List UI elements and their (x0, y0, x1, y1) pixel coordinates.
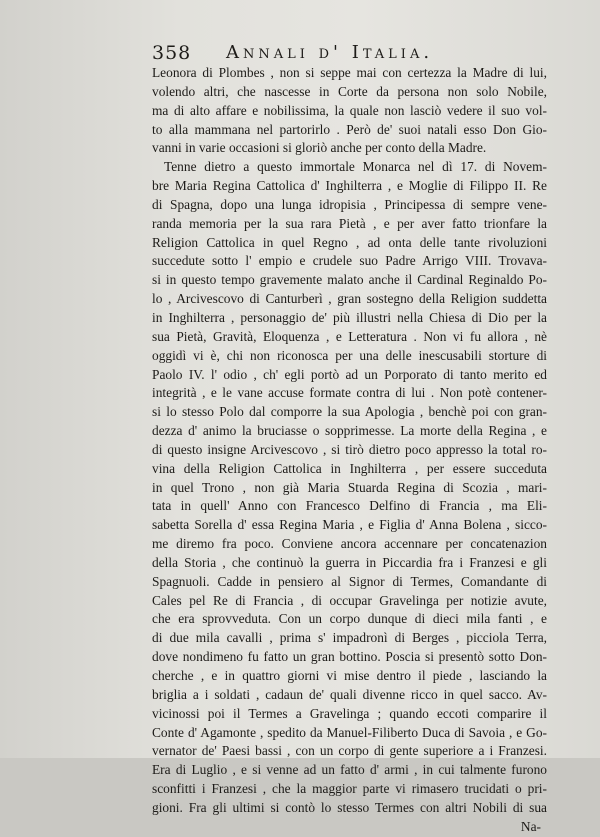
text-line: Leonora di Plombes , non si seppe mai con certezza la Madre di lui, (152, 65, 547, 80)
text-line: Spagnuoli. Cadde in pensiero al Signor di Termes, Comandante di (152, 573, 547, 589)
text-line: oggidì vi è, chi non riconosca per una delle inescusabili storture di (152, 347, 547, 363)
text-line: lo , Arcivescovo di Canturberì , gran sostegno della Religion suddetta (152, 291, 547, 307)
text-line: Paolo IV. l' odio , ch' egli portò ad un Porporato di tanto merito ed (152, 366, 547, 382)
catchword: Na- (520, 818, 541, 834)
text-line: gioni. Fra gli ultimi si contò lo stesso Termes con altri Nobili di sua (152, 799, 547, 815)
text-line: Religion Cattolica in quel Regno , ad onta delle tante rivoluzioni (152, 234, 547, 250)
text-line: briglia a i soldati , cadaun de' quali divenne ricco in quel sacco. Av- (152, 686, 547, 702)
text-line: vernator de' Paesi bassi , con un corpo di gente superiore a i Franzesi. (152, 743, 547, 759)
text-line: di questo insigne Arcivescovo , si tirò dietro poco appresso la total ro- (152, 441, 547, 457)
paragraph-start-line: Tenne dietro a questo immortale Monarca nel dì 17. di Novem- (164, 159, 547, 175)
running-head: Annali d' Italia. (226, 42, 434, 63)
text-line: Era di Luglio , e si venne ad un fatto d' armi , in cui talmente furono (152, 762, 547, 778)
text-line: di due mila cavalli , prima s' impadronì di Berges , picciola Terra, (152, 630, 547, 646)
text-line: cherche , e in quattro giorni vi mise dentro il piede , lasciando la (152, 668, 547, 683)
text-line: to alla mammana nel partorirlo . Però de' suoi natali esso Don Gio- (152, 121, 547, 137)
body-text (152, 64, 547, 834)
text-line: randa memoria per la sua rara Pietà , e per aver fatto trionfare la (152, 215, 547, 231)
text-line: integrità , e le vane accuse formate contra di lui . Non potè contener- (152, 385, 547, 401)
text-line: vicinossi poi il Termes a Gravelinga ; quando eccoti comparire il (152, 705, 547, 721)
text-line: vina della Religion Cattolica in Inghilterra , per essere succeduta (152, 460, 547, 476)
text-line: sabetta Sorella d' essa Regina Maria , e Figlia d' Anna Bolena , sicco- (152, 517, 547, 533)
text-line: in Inghilterra , personaggio de' più illustri nella Chiesa di Dio per la (152, 309, 547, 325)
text-line: dezza d' animo la bruciasse o sopprimesse. La morte della Regina , e (152, 423, 547, 439)
text-line: di Spagna, dopo una lunga idropisia , Principessa di sempre vene- (152, 196, 547, 212)
text-line: della Storia , che continuò la guerra in Piccardia fra i Franzesi e gli (152, 554, 547, 570)
text-line: sconfitti i Franzesi , che la maggior parte vi rimasero trucidati o pri- (152, 781, 547, 797)
text-line: Conte d' Agamonte , spedito da Manuel-Filiberto Duca di Savoia , e Go- (152, 724, 547, 740)
text-line: sua Pietà, Gravità, Eloquenza , e Letteratura . Non vi fu allora , nè (152, 328, 547, 344)
page-number: 358 (152, 42, 192, 64)
text-line: bre Maria Regina Cattolica d' Inghilterra , e Moglie di Filippo II. Re (152, 178, 547, 194)
text-line: ma di alto affare e nobilissima, la quale non lasciò vedere il suo vol- (152, 102, 547, 118)
text-line: dove nondimeno fu fatto un gran bottino. Poscia si presentò sotto Don- (152, 649, 547, 665)
text-line: volendo altri, che nascesse in Corte da persona non solo Nobile, (152, 83, 547, 99)
text-line: succedute sotto l' empio e crudele suo Padre Arrigo VIII. Trovava- (152, 253, 547, 269)
text-line: me diremo fra poco. Conviene ancora accennare per concatenazion (152, 536, 547, 552)
text-line: si in questo tempo gravemente malato anche il Cardinal Reginaldo Po- (152, 272, 547, 288)
text-line: tata in quell' Anno con Francesco Delfino di Francia , ma Eli- (152, 498, 547, 514)
text-line: si lo stesso Polo dal comporre la sua Apologia , benchè poi con gran- (152, 404, 547, 420)
text-line: che era sprovveduta. Con un corpo dunque di dieci mila fanti , e (152, 611, 547, 627)
text-line: Cales pel Re di Francia , di occupar Gravelinga per notizie avute, (152, 592, 547, 608)
text-line: in quel Trono , non già Maria Stuarda Regina di Scozia , mari- (152, 479, 547, 495)
text-line: vanni in varie occasioni si gloriò anche per conto della Madre. (152, 140, 487, 156)
